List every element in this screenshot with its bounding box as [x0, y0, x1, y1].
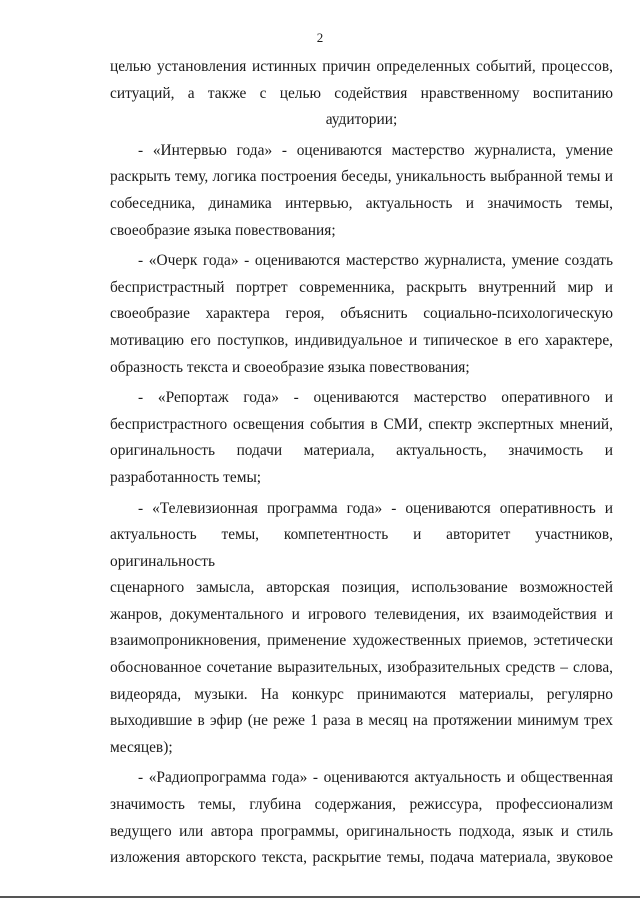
text-line: - «Телевизионная программа года» - оцениваются оперативность и — [138, 499, 613, 517]
text-line: ситуаций, а также с целью содействия нравственному воспитанию — [110, 84, 613, 102]
text-line: видеоряда, музыки. На конкурс принимаются материалы, регулярно — [110, 685, 613, 703]
scan-edge-line — [0, 896, 640, 898]
text-line: актуальность темы, компетентность и авторитет участников, оригинальность — [110, 526, 613, 570]
text-line: жанров, документального и игрового телевидения, их взаимодействия и — [110, 605, 613, 623]
text-line: месяцев); — [110, 738, 173, 756]
text-line: оригинальность подачи материала, актуальность, значимость и — [110, 442, 613, 460]
text-line: раскрыть тему, логика построения беседы, уникальность выбранной темы и — [110, 168, 613, 186]
page-number: 2 — [316, 30, 324, 45]
document-body — [110, 54, 613, 872]
text-line: целью установления истинных причин определенных событий, процессов, — [110, 58, 613, 75]
text-line: своеобразие языка повествования; — [110, 221, 336, 239]
text-line: мотивацию его поступков, индивидуальное и типическое в его характере, — [110, 331, 613, 349]
text-line: своеобразие характера героя, объяснить социально-психологическую — [110, 305, 613, 323]
text-line: беспристрастный портрет современника, раскрыть внутренний мир и — [110, 278, 613, 296]
text-line: аудитории; — [325, 111, 398, 129]
text-line: разработанность темы; — [110, 468, 262, 486]
text-line: ведущего или автора программы, оригинальность подхода, язык и стиль — [110, 822, 613, 840]
text-line: - «Интервью года» - оцениваются мастерство журналиста, умение — [138, 141, 613, 159]
text-line: беспристрастного освещения события в СМИ, спектр экспертных мнений, — [110, 415, 613, 433]
text-line: взаимопроникновения, применение художественных приемов, эстетически — [110, 632, 613, 650]
text-line: образность текста и своеобразие языка повествования; — [110, 358, 470, 376]
text-line: - «Очерк года» - оцениваются мастерство журналиста, умение создать — [138, 252, 613, 270]
text-line: - «Репортаж года» - оцениваются мастерство оперативного и — [138, 389, 613, 407]
text-line: обоснованное сочетание выразительных, изобразительных средств – слова, — [110, 659, 613, 677]
text-line: - «Радиопрограмма года» - оцениваются актуальность и общественная — [138, 769, 613, 787]
text-line: сценарного замысла, авторская позиция, использование возможностей — [110, 579, 613, 597]
text-line: собеседника, динамика интервью, актуальность и значимость темы, — [110, 194, 613, 212]
text-line: выходившие в эфир (не реже 1 раза в месяц на протяжении минимум трех — [110, 712, 613, 730]
text-line: значимость темы, глубина содержания, режиссура, профессионализм — [110, 796, 613, 814]
text-line: изложения авторского текста, раскрытие темы, подача материала, звуковое — [110, 849, 613, 867]
